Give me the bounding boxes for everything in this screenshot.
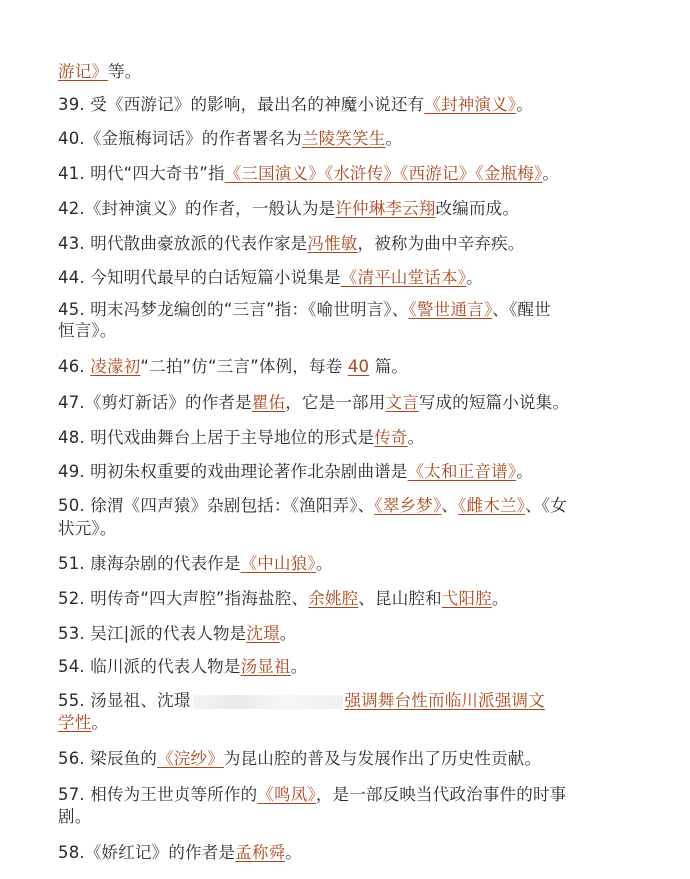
blurred-region [193,695,343,709]
question-text: 51. 康海杂剧的代表作是 [58,554,241,573]
question-text: 46. [58,357,91,376]
question-text: ，被称为曲中辛弃疾。 [357,234,525,253]
answer-highlight: 汤显祖 [240,657,291,676]
text-line [58,300,638,320]
question-text: 44. 今知明代最早的白话短篇小说集是 [58,268,341,287]
answer-highlight: 《清平山堂话本》 [340,268,467,287]
question-text: 剧。 [58,807,92,826]
answer-highlight: 《警世通言》 [408,300,493,319]
text-line [58,199,638,219]
question-text: 54. 临川派的代表人物是 [58,657,241,676]
answer-highlight: 孟称舜 [235,843,286,862]
answer-highlight: 《雌木兰》 [458,496,526,515]
question-text: 。 [315,554,333,573]
question-text: 状元》。 [58,519,117,538]
question-text: 53. 吴江|派的代表人物是 [58,624,247,643]
question-text: 写成的短篇小说集。 [418,393,570,412]
question-text: 。 [290,657,308,676]
answer-highlight: 游记》 [58,62,109,81]
text-line [58,393,638,413]
text-line [58,321,638,341]
answer-highlight: 《鸣凤》 [257,785,316,804]
text-line [58,749,638,769]
answer-highlight: 学性 [58,713,92,732]
text-line [58,807,638,827]
question-text: 篇。 [369,357,409,376]
text-line [58,713,638,733]
text-line [58,268,638,288]
answer-highlight: 许仲琳李云翔 [335,199,436,218]
question-text: 50. 徐渭《四声猿》杂剧包括：《渔阳弄》、 [58,496,375,515]
answer-highlight: 文言 [385,393,419,412]
answer-highlight: 《浣纱》 [157,749,224,768]
question-text: 、《醒世 [492,300,551,319]
text-line [58,462,638,482]
question-text: 52. 明传奇“四大声腔”指海盐腔、 [58,589,309,608]
question-text: 、昆山腔和 [358,589,442,608]
question-text: 40.《金瓶梅词话》的作者署名为 [58,129,302,148]
question-text: 。 [516,462,533,481]
question-text: 41. 明代“四大奇书”指 [58,164,225,183]
question-text: 55. 汤显祖、沈璟 [58,691,191,710]
answer-highlight: 瞿佑 [251,393,286,412]
answer-highlight: 《封神演义》 [424,95,517,114]
question-text: “二拍”仿“三言”体例，每卷 [140,357,348,376]
question-text: 58.《娇红记》的作者是 [58,843,236,862]
text-line [58,428,638,448]
text-line [58,519,638,539]
question-text: 。 [542,164,560,183]
question-text: 。 [285,843,302,862]
answer-highlight: 《三国演义》《水浒传》《西游记》《金瓶梅》 [224,164,543,183]
answer-highlight: 凌濛初 [90,357,141,376]
question-text: 42.《封神演义》的作者，一般认为是 [58,199,336,218]
text-line [58,95,638,115]
question-text: ，是一部反映当代政治事件的时事 [315,785,567,804]
text-line [58,624,638,644]
text-line [58,785,638,805]
question-text: 47.《剪灯新话》的作者是 [58,393,252,412]
question-text: ，它是一部用 [285,393,386,412]
question-text: 49. 明初朱权重要的戏曲理论著作北杂剧曲谱是 [58,462,408,481]
answer-highlight: 强调舞台性而临川派强调文 [344,691,545,710]
question-text: 。 [491,589,509,608]
question-text: 39. 受《西游记》的影响，最出名的神魔小说还有 [58,95,425,114]
question-text: 等。 [108,62,142,81]
question-text: 48. 明代戏曲舞台上居于主导地位的形式是 [58,428,375,447]
question-text: 57. 相传为王世贞等所作的 [58,785,258,804]
question-text: 恒言》。 [58,321,117,340]
question-text: 为昆山腔的普及与发展作出了历史性贡献。 [223,749,542,768]
text-line [58,129,638,149]
question-text: 。 [91,713,109,732]
text-line [58,589,638,609]
question-text: 。 [385,129,403,148]
answer-highlight: 冯惟敏 [307,234,358,253]
question-text: 。 [279,624,297,643]
question-text: 。 [466,268,483,287]
question-text: 56. 梁辰鱼的 [58,749,158,768]
text-line [58,496,638,516]
text-line [58,691,638,711]
answer-highlight: 《太和正音谱》 [407,462,517,481]
answer-highlight: 兰陵笑笑生 [301,129,386,148]
question-text: 45. 明末冯梦龙编创的“三言”指：《喻世明言》、 [58,300,409,319]
answer-highlight: 《翠乡梦》 [374,496,442,515]
answer-highlight: 40 [347,357,370,376]
text-line [58,657,638,677]
text-line [58,357,638,377]
question-text: 改编而成。 [435,199,520,218]
text-line [58,164,638,184]
question-text: 、《女 [525,496,567,515]
text-line [58,843,638,863]
answer-highlight: 《中山狼》 [240,554,316,573]
text-line [58,62,638,82]
answer-highlight: 余姚腔 [308,589,359,608]
text-line [58,554,638,574]
answer-highlight: 传奇 [374,428,408,447]
text-line [58,234,638,254]
answer-highlight: 沈璟 [246,624,280,643]
question-text: 43. 明代散曲豪放派的代表作家是 [58,234,308,253]
question-text: 、 [441,496,459,515]
question-text: 。 [516,95,533,114]
question-text: 。 [407,428,425,447]
answer-highlight: 弋阳腔 [441,589,492,608]
